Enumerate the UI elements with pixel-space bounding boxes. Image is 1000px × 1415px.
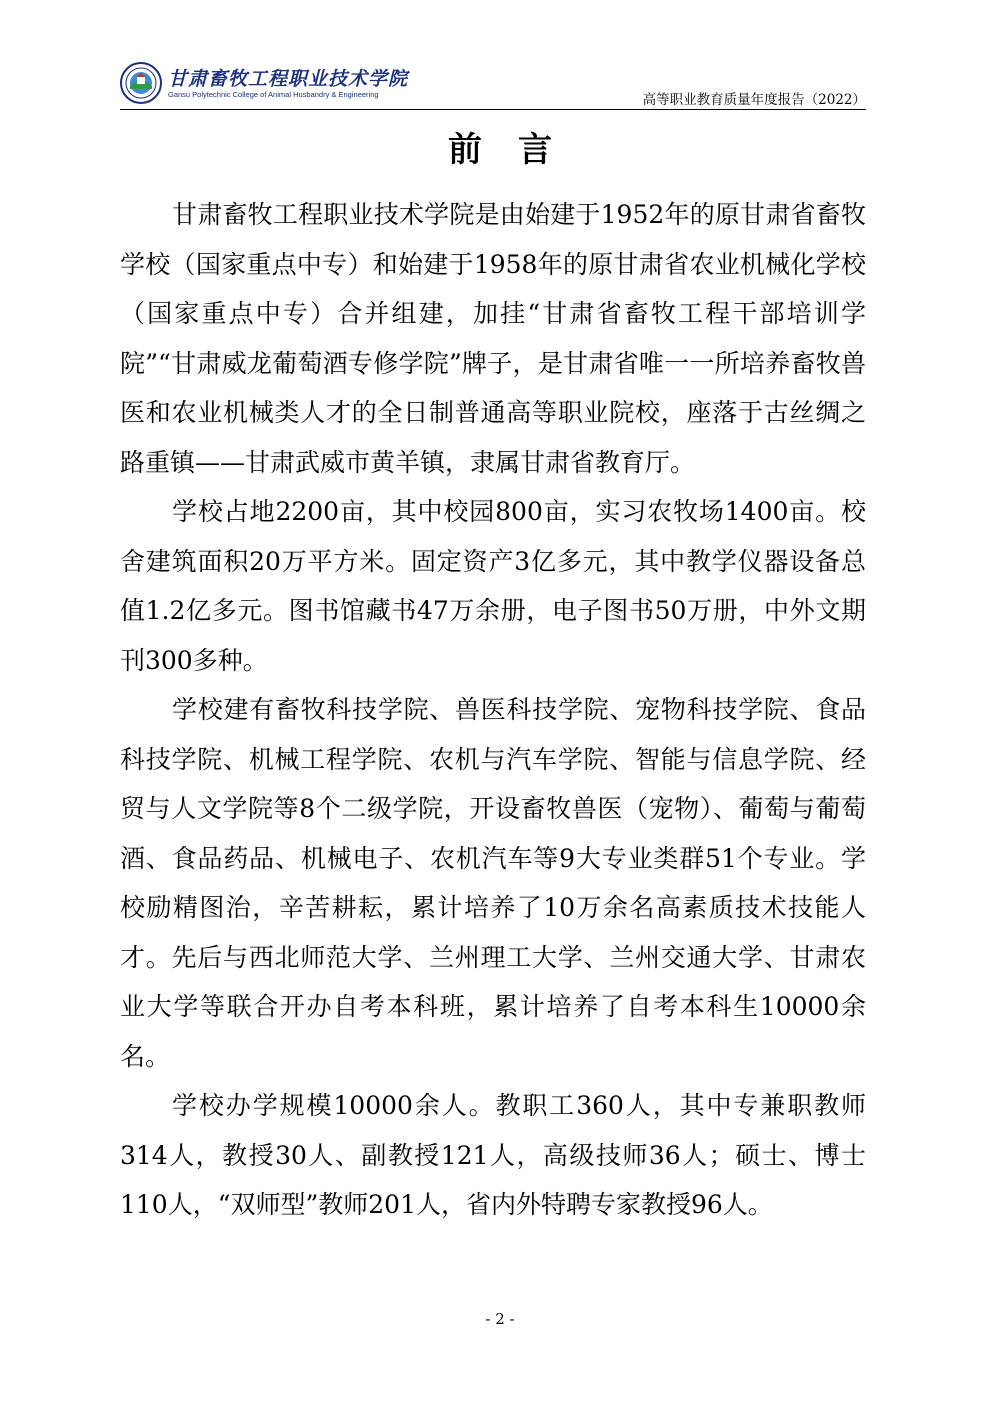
page-number: - 2 - (485, 1310, 515, 1328)
paragraph: 甘肃畜牧工程职业技术学院是由始建于1952年的原甘肃省畜牧学校（国家重点中专）和始建于1958年的原甘肃省农业机械化学校（国家重点中专）合并组建，加挂“甘肃省畜牧工程干部培训学院”“甘肃威龙葡萄酒专修学院”牌子，是甘肃省唯一一所培养畜牧兽医和农业机械类人才的全日制普通高等职业院校，座落于古丝绸之路重镇——甘肃武威市黄羊镇，隶属甘肃省教育厅。 (120, 200, 866, 477)
paragraph: 学校办学规模10000余人。教职工360人，其中专兼职教师314人，教授30人、副教授121人，高级技师36人；硕士、博士110人，“双师型”教师201人，省内外特聘专家教授96人。 (120, 1091, 866, 1219)
school-name-en: Gansu Polytechnic College of Animal Husbandry & Engineering (168, 90, 379, 99)
school-name-cn: 甘肃畜牧工程职业技术学院 (168, 68, 409, 90)
page-title: 前言 (448, 130, 588, 170)
paragraph: 学校建有畜牧科技学院、兽医科技学院、宠物科技学院、食品科技学院、机械工程学院、农机与汽车学院、智能与信息学院、经贸与人文学院等8个二级学院，开设畜牧兽医（宠物）、葡萄与葡萄酒、食品药品、机械电子、农机汽车等9大专业类群51个专业。学校励精图治，辛苦耕耘，累计培养了10万余名高素质技术技能人才。先后与西北师范大学、兰州理工大学、兰州交通大学、甘肃农业大学等联合开办自考本科班，累计培养了自考本科生10000余名。 (120, 695, 866, 1071)
header-divider (120, 109, 866, 110)
school-logo-icon (120, 62, 162, 104)
paragraph: 学校占地2200亩，其中校园800亩，实习农牧场1400亩。校舍建筑面积20万平方米。固定资产3亿多元，其中教学仪器设备总值1.2亿多元。图书馆藏书47万余册，电子图书50万册，中外文期刊300多种。 (120, 497, 866, 675)
report-title: 高等职业教育质量年度报告（2022） (642, 92, 866, 108)
page-header (120, 58, 866, 110)
body-text (120, 190, 866, 1230)
